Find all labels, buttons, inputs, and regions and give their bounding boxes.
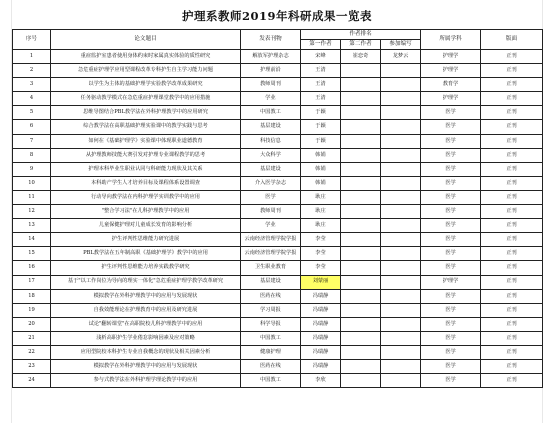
cell-author-other xyxy=(381,233,421,247)
cell-author1: 王清 xyxy=(301,92,341,106)
cell-journal: 基层建设 xyxy=(241,275,301,289)
cell-author2 xyxy=(341,360,381,374)
cell-edition: 正刊 xyxy=(481,261,543,275)
research-results-table xyxy=(12,29,543,388)
cell-edition: 正刊 xyxy=(481,134,543,148)
cell-author1: 李欣 xyxy=(301,374,341,388)
table-row xyxy=(13,176,543,190)
cell-author1: 耿庄 xyxy=(301,219,341,233)
table-row xyxy=(13,261,543,275)
cell-edition: 正刊 xyxy=(481,247,543,261)
table-row xyxy=(13,64,543,78)
cell-discipline: 医学 xyxy=(421,289,481,303)
cell-author2 xyxy=(341,261,381,275)
cell-journal: 大众科学 xyxy=(241,148,301,162)
cell-paper-title: 任务驱动教学模式在急危重症护理课堂教学中的应用措施 xyxy=(51,92,241,106)
cell-edition: 正刊 xyxy=(481,345,543,359)
cell-author2 xyxy=(341,205,381,219)
cell-journal: 医药在线 xyxy=(241,360,301,374)
cell-edition: 正刊 xyxy=(481,275,543,289)
cell-paper-title: 思维导图结合PBL教学法在外科护理教学中的应用研究 xyxy=(51,106,241,120)
table-row xyxy=(13,247,543,261)
cell-index: 22 xyxy=(13,345,51,359)
cell-paper-title: 如何在《基础护理学》实验课中体现职业道德教育 xyxy=(51,134,241,148)
cell-author-other xyxy=(381,317,421,331)
cell-edition: 正刊 xyxy=(481,317,543,331)
cell-journal: 健康护理 xyxy=(241,345,301,359)
cell-author-other xyxy=(381,64,421,78)
cell-author2 xyxy=(341,106,381,120)
cell-author1: 韩娟 xyxy=(301,176,341,190)
table-row xyxy=(13,345,543,359)
cell-index: 5 xyxy=(13,106,51,120)
cell-paper-title: 以学生为主体的基础护理学实验教学改革成果研究 xyxy=(51,78,241,92)
header-discipline: 所属学科 xyxy=(421,30,481,50)
cell-edition: 正刊 xyxy=(481,92,543,106)
cell-discipline: 医学 xyxy=(421,134,481,148)
cell-author-other xyxy=(381,205,421,219)
cell-journal: 中国教工 xyxy=(241,331,301,345)
cell-author2 xyxy=(341,345,381,359)
cell-index: 4 xyxy=(13,92,51,106)
table-row xyxy=(13,78,543,92)
cell-discipline: 医学 xyxy=(421,360,481,374)
cell-edition: 正刊 xyxy=(481,331,543,345)
cell-edition: 正刊 xyxy=(481,219,543,233)
cell-author1: 耿庄 xyxy=(301,190,341,204)
cell-author2 xyxy=(341,64,381,78)
cell-author-other xyxy=(381,92,421,106)
cell-journal: 科技信息 xyxy=(241,134,301,148)
cell-journal: 学习周报 xyxy=(241,303,301,317)
cell-edition: 正刊 xyxy=(481,162,543,176)
cell-edition: 正刊 xyxy=(481,360,543,374)
cell-paper-title: 自我效能理论在护理教育中的应用及研究进展 xyxy=(51,303,241,317)
cell-index: 9 xyxy=(13,162,51,176)
cell-author1: 冯瑞静 xyxy=(301,331,341,345)
cell-index: 10 xyxy=(13,176,51,190)
cell-edition: 正刊 xyxy=(481,120,543,134)
cell-edition: 正刊 xyxy=(481,374,543,388)
cell-author2 xyxy=(341,176,381,190)
cell-journal: 基层建设 xyxy=(241,162,301,176)
cell-discipline: 护理学 xyxy=(421,50,481,64)
cell-index: 7 xyxy=(13,134,51,148)
cell-author-other xyxy=(381,106,421,120)
table-row xyxy=(13,106,543,120)
cell-index: 12 xyxy=(13,205,51,219)
table-row xyxy=(13,360,543,374)
cell-discipline: 医学 xyxy=(421,190,481,204)
cell-edition: 正刊 xyxy=(481,233,543,247)
table-body xyxy=(13,50,543,388)
cell-author-other xyxy=(381,148,421,162)
cell-index: 13 xyxy=(13,219,51,233)
cell-author-other xyxy=(381,176,421,190)
header-author-other: 参加编写 xyxy=(381,40,421,50)
cell-journal: 学业 xyxy=(241,219,301,233)
cell-edition: 正刊 xyxy=(481,190,543,204)
cell-index: 14 xyxy=(13,233,51,247)
table-row xyxy=(13,134,543,148)
cell-journal: 卫生职业教育 xyxy=(241,261,301,275)
cell-edition: 正刊 xyxy=(481,148,543,162)
cell-edition: 正刊 xyxy=(481,289,543,303)
cell-author1: 韩娟 xyxy=(301,162,341,176)
cell-author2 xyxy=(341,148,381,162)
table-row xyxy=(13,331,543,345)
cell-author-other xyxy=(381,303,421,317)
cell-author2 xyxy=(341,190,381,204)
cell-paper-title: 模拟教学在外科护理教学中的应用与发展现状 xyxy=(51,289,241,303)
cell-edition: 正刊 xyxy=(481,176,543,190)
cell-edition: 正刊 xyxy=(481,205,543,219)
cell-discipline: 医学 xyxy=(421,176,481,190)
cell-author1: 耿庄 xyxy=(301,205,341,219)
cell-discipline: 医学 xyxy=(421,303,481,317)
cell-author1: 李莹 xyxy=(301,233,341,247)
cell-paper-title: 护生评判性思维能力研究进展 xyxy=(51,233,241,247)
cell-author-other xyxy=(381,275,421,289)
cell-author2: 崔恋奇 xyxy=(341,50,381,64)
cell-discipline: 医学 xyxy=(421,374,481,388)
table-row xyxy=(13,303,543,317)
cell-edition: 正刊 xyxy=(481,78,543,92)
cell-author-other xyxy=(381,190,421,204)
table-row xyxy=(13,50,543,64)
cell-journal: 医学 xyxy=(241,190,301,204)
cell-author-other xyxy=(381,261,421,275)
header-author1: 第一作者 xyxy=(301,40,341,50)
cell-journal: 解放军护理杂志 xyxy=(241,50,301,64)
cell-journal: 云南经济管理学院学报 xyxy=(241,233,301,247)
cell-index: 18 xyxy=(13,289,51,303)
cell-paper-title: 急危重症护理学应用型课程改革专科护生自主学习能力问题 xyxy=(51,64,241,78)
cell-index: 24 xyxy=(13,374,51,388)
table-row xyxy=(13,92,543,106)
cell-journal: 教师周刊 xyxy=(241,78,301,92)
cell-index: 15 xyxy=(13,247,51,261)
cell-edition: 正刊 xyxy=(481,64,543,78)
table-row xyxy=(13,162,543,176)
cell-author1: 韩娟 xyxy=(301,148,341,162)
header-index: 序号 xyxy=(13,30,51,50)
cell-author-other xyxy=(381,134,421,148)
cell-paper-title: 试论"翻转课堂"在高职院校儿科护理教学中的应用 xyxy=(51,317,241,331)
cell-author-other xyxy=(381,162,421,176)
cell-paper-title: "整合学习法"在儿科护理教学中的应用 xyxy=(51,205,241,219)
cell-index: 1 xyxy=(13,50,51,64)
cell-author-other xyxy=(381,345,421,359)
cell-journal: 科学导报 xyxy=(241,317,301,331)
cell-journal: 介入医学杂志 xyxy=(241,176,301,190)
cell-discipline: 医学 xyxy=(421,317,481,331)
cell-paper-title: 参与式教学法在外科护理学理论教学中的应用 xyxy=(51,374,241,388)
page-title: 护理系教师2019年科研成果一览表 xyxy=(181,9,372,23)
table-row xyxy=(13,317,543,331)
cell-author1: 王清 xyxy=(301,78,341,92)
cell-author-other xyxy=(381,360,421,374)
header-author-group: 作者排名 xyxy=(301,30,421,40)
cell-author2 xyxy=(341,134,381,148)
cell-author-other xyxy=(381,120,421,134)
cell-author-other: 龙梦云 xyxy=(381,50,421,64)
cell-index: 23 xyxy=(13,360,51,374)
cell-author2 xyxy=(341,374,381,388)
cell-author1: 冯瑞静 xyxy=(301,289,341,303)
cell-author2 xyxy=(341,219,381,233)
table-row xyxy=(13,148,543,162)
cell-author-other xyxy=(381,247,421,261)
cell-edition: 正刊 xyxy=(481,50,543,64)
cell-author2 xyxy=(341,247,381,261)
cell-index: 2 xyxy=(13,64,51,78)
cell-journal: 中国教工 xyxy=(241,106,301,120)
cell-paper-title: 护理本科毕业生职业认同与科研能力现状及其关系 xyxy=(51,162,241,176)
cell-author1: 李莹 xyxy=(301,261,341,275)
cell-discipline: 教育学 xyxy=(421,78,481,92)
cell-author1: 王清 xyxy=(301,64,341,78)
cell-discipline: 医学 xyxy=(421,106,481,120)
cell-author2 xyxy=(341,317,381,331)
cell-discipline: 护理学 xyxy=(421,275,481,289)
cell-journal: 中国教工 xyxy=(241,374,301,388)
cell-paper-title: 模拟教学在外科护理教学中的应用与发展现状 xyxy=(51,360,241,374)
cell-index: 20 xyxy=(13,317,51,331)
header-author2: 第二作者 xyxy=(341,40,381,50)
cell-author2 xyxy=(341,162,381,176)
cell-author1: 于颖 xyxy=(301,134,341,148)
cell-index: 21 xyxy=(13,331,51,345)
cell-discipline: 医学 xyxy=(421,261,481,275)
cell-discipline: 医学 xyxy=(421,148,481,162)
cell-author-other xyxy=(381,78,421,92)
cell-discipline: 护理学 xyxy=(421,64,481,78)
cell-author2 xyxy=(341,331,381,345)
cell-discipline: 医学 xyxy=(421,331,481,345)
cell-index: 3 xyxy=(13,78,51,92)
cell-paper-title: 基于"以工作岗位为导向的理实一体化"急危重症护理学教学改革研究 xyxy=(51,275,241,289)
cell-author-other xyxy=(381,219,421,233)
cell-author2 xyxy=(341,78,381,92)
table-row xyxy=(13,190,543,204)
cell-discipline: 医学 xyxy=(421,162,481,176)
document-page xyxy=(12,0,542,423)
cell-journal: 医药在线 xyxy=(241,289,301,303)
cell-paper-title: 护生评判性思维能力培养实践教学研究 xyxy=(51,261,241,275)
cell-journal: 护理前沿 xyxy=(241,64,301,78)
cell-author1: 于颖 xyxy=(301,120,341,134)
cell-discipline: 医学 xyxy=(421,233,481,247)
cell-author-other xyxy=(381,331,421,345)
cell-paper-title: 本科助产学生人才培养目标及课程体系设置调查 xyxy=(51,176,241,190)
cell-index: 16 xyxy=(13,261,51,275)
cell-edition: 正刊 xyxy=(481,303,543,317)
table-row xyxy=(13,275,543,289)
cell-author-other xyxy=(381,374,421,388)
cell-discipline: 医学 xyxy=(421,247,481,261)
cell-discipline: 医学 xyxy=(421,345,481,359)
cell-discipline: 医学 xyxy=(421,205,481,219)
cell-author2 xyxy=(341,233,381,247)
table-row xyxy=(13,374,543,388)
cell-paper-title: 综合教学法在高职基础护理实验课中的教学实践与思考 xyxy=(51,120,241,134)
header-edition: 版面 xyxy=(481,30,543,50)
header-paper-title: 论文题目 xyxy=(51,30,241,50)
cell-author1: 冯瑞静 xyxy=(301,345,341,359)
cell-index: 8 xyxy=(13,148,51,162)
cell-author1: 于颖 xyxy=(301,106,341,120)
cell-author2 xyxy=(341,120,381,134)
table-row xyxy=(13,205,543,219)
cell-author2 xyxy=(341,92,381,106)
cell-author1: 冯瑞静 xyxy=(301,360,341,374)
table-row xyxy=(13,233,543,247)
cell-index: 17 xyxy=(13,275,51,289)
table-row xyxy=(13,219,543,233)
cell-author1: 刘蒙丽 xyxy=(301,275,341,289)
cell-author2 xyxy=(341,303,381,317)
cell-author1: 宋峰 xyxy=(301,50,341,64)
cell-paper-title: 儿童保健护理对儿童成长发育的影响分析 xyxy=(51,219,241,233)
cell-author2 xyxy=(341,289,381,303)
table-row xyxy=(13,120,543,134)
cell-paper-title: 从护理教师技能大赛引发对护理专业课程教学的思考 xyxy=(51,148,241,162)
cell-index: 19 xyxy=(13,303,51,317)
cell-index: 6 xyxy=(13,120,51,134)
cell-discipline: 护理学 xyxy=(421,92,481,106)
cell-journal: 基层建设 xyxy=(241,120,301,134)
cell-paper-title: 重症监护室患者使用身体约束时家属真实体验的质性研究 xyxy=(51,50,241,64)
table-row xyxy=(13,289,543,303)
cell-discipline: 医学 xyxy=(421,120,481,134)
cell-journal: 云南经济管理学院学报 xyxy=(241,247,301,261)
cell-author-other xyxy=(381,289,421,303)
cell-author2 xyxy=(341,275,381,289)
cell-paper-title: 应用型院校本科护生专业自我概念的现状及相关因素分析 xyxy=(51,345,241,359)
cell-discipline: 医学 xyxy=(421,219,481,233)
cell-paper-title: PBL教学法在五年制高职《基础护理学》教学中的应用 xyxy=(51,247,241,261)
cell-author1: 冯瑞静 xyxy=(301,303,341,317)
cell-edition: 正刊 xyxy=(481,106,543,120)
cell-journal: 教师周刊 xyxy=(241,205,301,219)
cell-author1: 李莹 xyxy=(301,247,341,261)
cell-index: 11 xyxy=(13,190,51,204)
cell-author1: 冯瑞静 xyxy=(301,317,341,331)
header-journal: 发表刊物 xyxy=(241,30,301,50)
cell-paper-title: 浅析高职护生学业倦怠影响因素及应对策略 xyxy=(51,331,241,345)
cell-journal: 学业 xyxy=(241,92,301,106)
cell-paper-title: 行动导向教学法在内科护理学实训教学中的应用 xyxy=(51,190,241,204)
